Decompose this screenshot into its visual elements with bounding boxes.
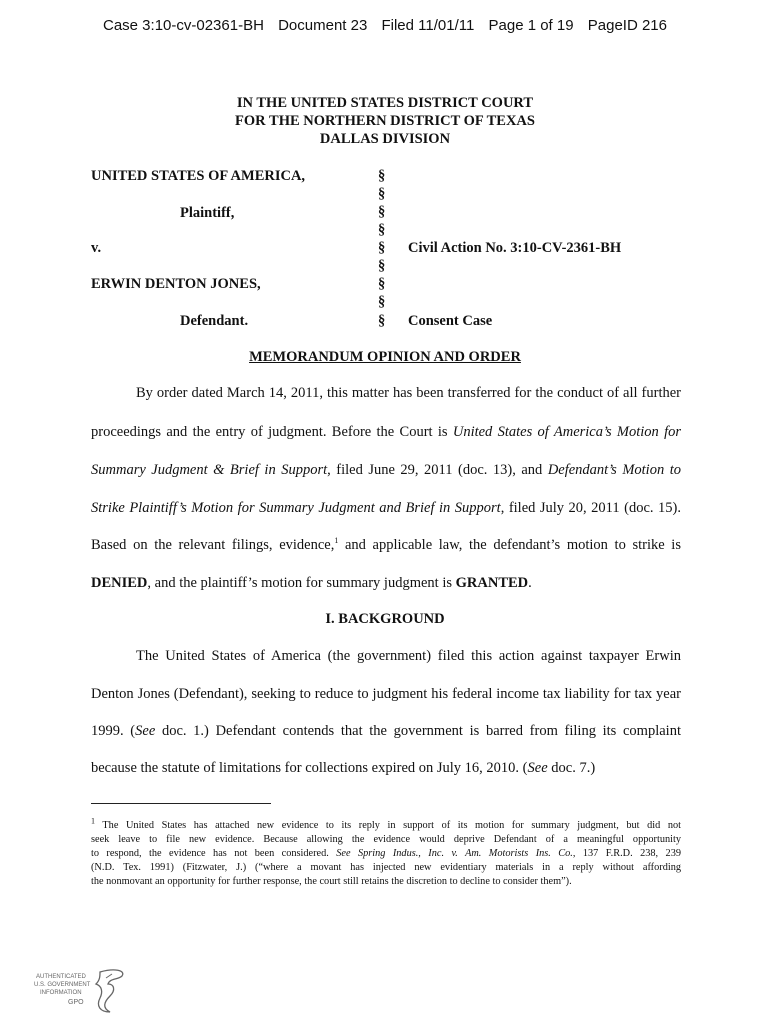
logo-line-1: AUTHENTICATED [36, 974, 86, 980]
defendant-name: ERWIN DENTON JONES, [91, 276, 261, 292]
civil-action-number: Civil Action No. 3:10-CV-2361-BH [408, 240, 622, 256]
section-mark: § [378, 240, 386, 256]
footnote-reference: 1 [334, 536, 339, 546]
page-id: PageID 216 [587, 17, 667, 34]
plaintiff-label: Plaintiff, [180, 205, 235, 221]
footnote-marker: 1 [91, 816, 95, 826]
section-mark: § [378, 186, 386, 202]
section-heading-background: I. BACKGROUND [325, 611, 445, 627]
background-line-2: Denton Jones (Defendant), seeking to reduce to judgment his federal income tax liability for tax year [91, 686, 681, 702]
defendant-label: Defendant. [180, 313, 249, 329]
background-line-3: 1999. (See doc. 1.) Defendant contends that the government is barred from filing its complaint [91, 723, 681, 739]
page-indicator: Page 1 of 19 [488, 17, 574, 34]
footnote-line-4: (N.D. Tex. 1991) (Fitzwater, J.) (“where a movant has injected new evidentiary materials in a reply without affording [91, 862, 681, 873]
section-mark: § [378, 222, 386, 238]
footnote-line-3: to respond, the evidence has not been considered. See Spring Indus., Inc. v. Am. Motorists Ins. Co., 137 F.R.D. 238, 239 [91, 848, 681, 859]
footnote-line-1: $^1$ The United States has attached new evidence to its reply in support of its motion for summary judgment, but did not [91, 816, 681, 831]
eagle-icon [30, 966, 140, 1016]
versus: v. [91, 240, 102, 256]
intro-line-3: Summary Judgment & Brief in Support, filed June 29, 2011 (doc. 13), and Defendant’s Motion to [91, 462, 681, 478]
section-mark: § [378, 168, 386, 184]
section-mark: § [378, 294, 386, 310]
court-division: DALLAS DIVISION [319, 131, 451, 147]
footnote-rule [91, 803, 271, 804]
filing-header [0, 17, 770, 34]
filed-date: Filed 11/01/11 [381, 17, 475, 34]
court-name-line-1: IN THE UNITED STATES DISTRICT COURT [236, 95, 534, 111]
intro-line-6: DENIED, and the plaintiff’s motion for summary judgment is GRANTED. [91, 575, 532, 591]
document-number: Document 23 [278, 17, 368, 34]
logo-line-3: INFORMATION [40, 990, 82, 996]
section-mark: § [378, 276, 386, 292]
document-title: MEMORANDUM OPINION AND ORDER [249, 349, 521, 365]
court-name-line-2: FOR THE NORTHERN DISTRICT OF TEXAS [235, 113, 535, 129]
section-mark: § [378, 204, 386, 220]
background-line-4: because the statute of limitations for collections expired on July 16, 2010. (See doc. 7.) [91, 760, 596, 776]
consent-case: Consent Case [408, 313, 493, 329]
background-line-1: The United States of America (the government) filed this action against taxpayer Erwin [136, 648, 681, 664]
case-number: Case 3:10-cv-02361-BH [103, 17, 264, 34]
gpo-authentication-logo [30, 966, 140, 1016]
plaintiff-name: UNITED STATES OF AMERICA, [91, 168, 306, 184]
footnote-line-5: the nonmovant an opportunity for further response, the court still retains the discretion to decline to consider them”). [91, 876, 572, 887]
intro-line-4: Strike Plaintiff’s Motion for Summary Judgment and Brief in Support, filed July 20, 2011 (doc. 15). [91, 500, 681, 516]
footnote-line-2: seek leave to file new evidence. Because allowing the evidence would deprive Defendant of a meaningful opportunity [91, 834, 681, 845]
section-mark: § [378, 313, 386, 329]
logo-line-4: GPO [68, 999, 84, 1006]
intro-line-2: proceedings and the entry of judgment. Before the Court is United States of America’s Motion for [91, 424, 681, 440]
logo-line-2: U.S. GOVERNMENT [34, 982, 91, 988]
intro-line-5: Based on the relevant filings, evidence,$^1$ and applicable law, the defendant’s motion to strike is [91, 536, 681, 553]
intro-line-1: By order dated March 14, 2011, this matter has been transferred for the conduct of all further [136, 385, 681, 401]
section-mark: § [378, 258, 386, 274]
